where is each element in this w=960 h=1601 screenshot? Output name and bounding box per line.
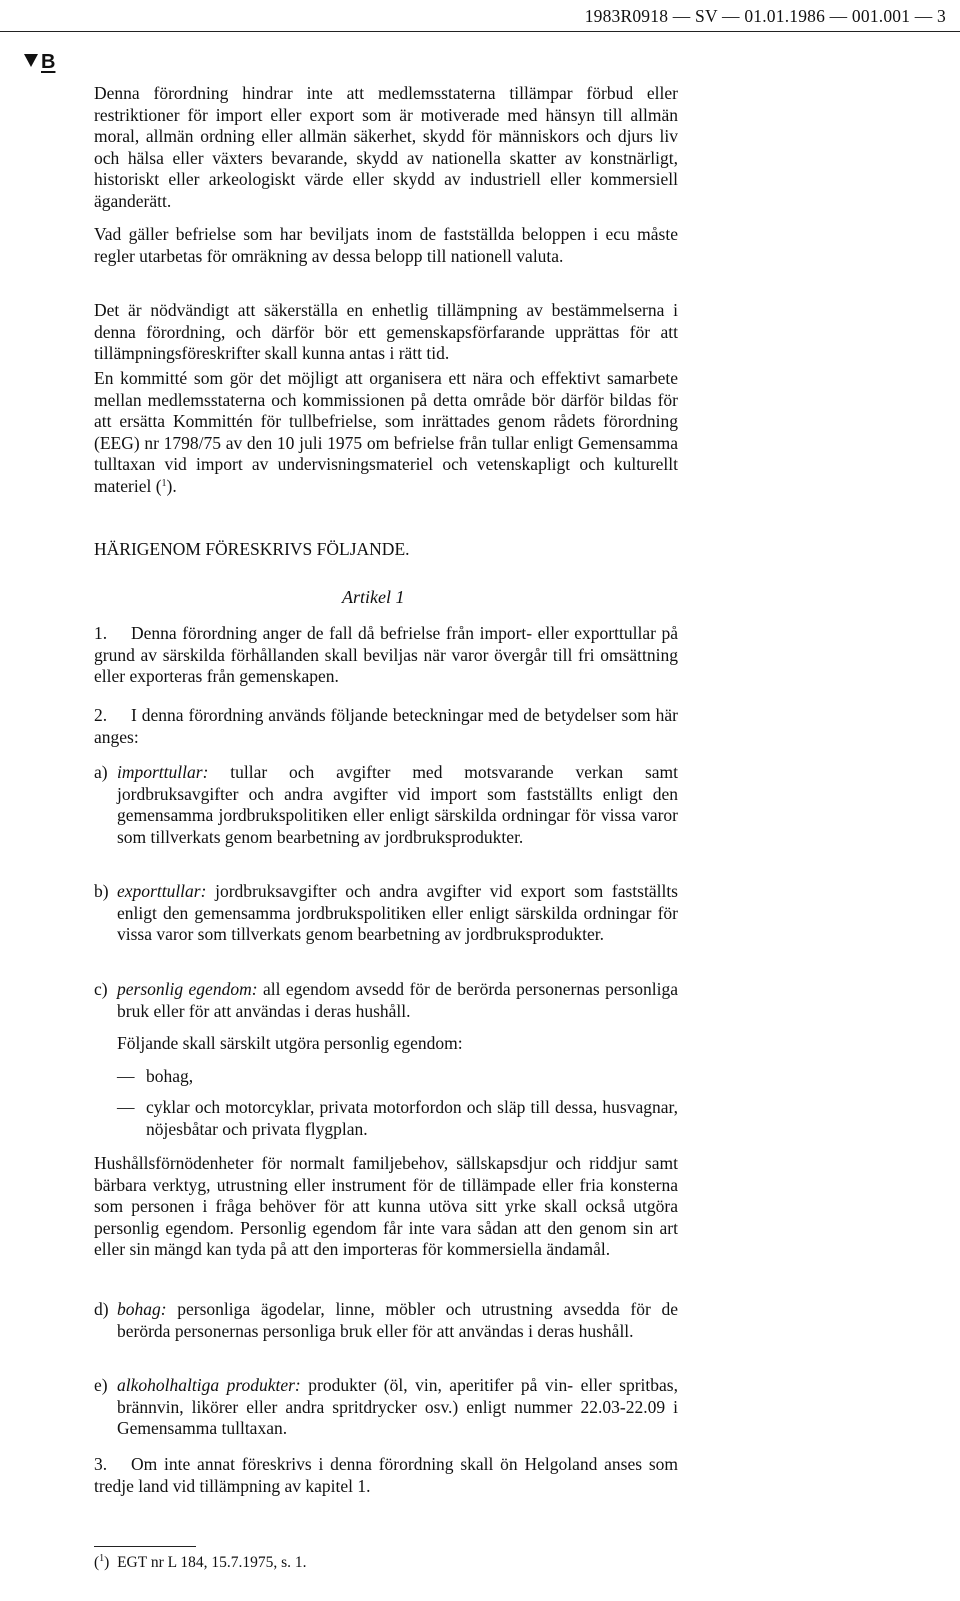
definition-item-d [94,1299,678,1342]
defined-term: importtullar: [117,762,209,782]
definition-text: produkter (öl, vin, aperitifer på vin- eller spritbas, brännvin, likörer eller andra spritdrycker osv.) enligt nummer 22.03-22.09 i Gemensamma tulltaxan. [117,1375,678,1439]
definition-item-a [94,762,678,848]
paragraph-text: Om inte annat föreskrivs i denna förordning skall ön Helgoland anses som tredje land vid tillämpning av kapitel 1. [94,1454,678,1496]
definition-text: personliga ägodelar, linne, möbler och utrustning avsedda för de berörda personernas personliga bruk eller för att användas i deras hushåll. [117,1299,678,1341]
item-label: a) [94,762,108,782]
document-reference-header: 1983R0918 — SV — 01.01.1986 — 001.001 — 3 [584,6,946,26]
definition-item-e [94,1375,678,1440]
article-paragraph-3 [94,1454,678,1497]
paragraph-number: 1. [94,623,108,643]
triangle-down-icon [24,54,38,67]
definition-item-c [94,979,678,1022]
consolidation-marker [24,51,55,73]
dash-text: cyklar och motorcyklar, privata motorfordon och släp till dessa, husvagnar, nöjesbåtar och privata flygplan. [146,1097,678,1139]
header-rule [0,31,960,32]
item-label: b) [94,881,109,901]
dash-mark: — [117,1066,135,1086]
household-text: Hushållsförnödenheter för normalt familjebehov, sällskapsdjur och riddjur samt bärbara verktyg, utrustning eller instrument för de tillämpade eller fria konsterna som personen i fråga behöver för att kunna utöva sitt yrke skall också utgöra personlig egendom. Personlig egendom får inte vara sådan att den genom sin art eller sin mängd kan tyda på att den importeras för kommersiella ändamål. [94,1153,678,1260]
enacting-formula: HÄRIGENOM FÖRESKRIVS FÖLJANDE. [94,539,410,559]
recital-1 [94,83,678,213]
marker-letter: B [41,51,56,73]
personal-property-intro: Följande skall särskilt utgöra personlig egendom: [117,1033,463,1053]
recital-end: ). [166,475,177,496]
recital-text: Vad gäller befrielse som har beviljats inom de fastställda beloppen i ecu måste regler utarbetas för omräkning av dessa belopp till nationell valuta. [94,224,678,266]
dash-text: bohag, [146,1066,194,1086]
defined-term: alkoholhaltiga produkter: [117,1375,301,1395]
defined-term: bohag: [117,1299,167,1319]
recital-body: En kommitté som gör det möjligt att organisera ett nära och effektivt samarbete mellan medlemsstaterna och kommissionen på detta område bör därför bildas för att ersätta Kommittén för tullbefrielse, som inrättades genom rådets förordning (EEG) nr 1798/75 av den 10 juli 1975 om befrielse från tullar enligt Gemensamma tulltaxan vid import av undervisningsmateriel och vetenskapligt och kulturellt materiel ( [94,368,678,496]
paragraph-text: I denna förordning används följande beteckningar med de betydelser som här anges: [94,705,678,747]
footnote-text: EGT nr L 184, 15.7.1975, s. 1. [117,1554,307,1571]
footnote-number: 1 [99,1553,105,1564]
paragraph-number: 2. [94,705,108,725]
footnote-reference: 1 [161,477,167,489]
definition-text: all egendom avsedd för de berörda personernas personliga bruk eller för att användas i deras hushåll. [117,979,678,1021]
dash-item-1 [117,1066,678,1088]
footnote-rule [94,1546,196,1547]
article-title: Artikel 1 [342,587,405,607]
item-label: e) [94,1375,108,1395]
definition-item-b [94,881,678,946]
recital-text: Denna förordning hindrar inte att medlemsstaterna tillämpar förbud eller restriktioner för import eller export som är motiverade med hänsyn till allmän moral, allmän ordning eller allmän säkerhet, skydd för människors och djurs liv och hälsa eller växters bevarande, skydd av nationella skatter av konstnärligt, historiskt eller arkeologiskt värde eller skydd av industriell eller kommersiell äganderätt. [94,83,678,211]
definition-text: jordbruksavgifter och andra avgifter vid export som fastställts enligt den gemensamma jordbrukspolitiken eller enligt särskilda ordningar för vissa varor som tillverkats genom bearbetning av jordbruksprodukter. [117,881,678,945]
paragraph-text: Denna förordning anger de fall då befrielse från import- eller exporttullar på grund av särskilda förhållanden skall beviljas när varor övergår till fri omsättning eller exporteras från gemenskapen. [94,623,678,687]
paragraph-number: 3. [94,1454,108,1474]
footnote: ($^1$) EGT nr L 184, 15.7.1975, s. 1. [94,1553,307,1571]
recital-text: Det är nödvändigt att säkerställa en enhetlig tillämpning av bestämmelserna i denna förordning, och därför bör ett gemenskapsförfarande upprättas för att tillämpningsföreskrifter skall kunna antas i rätt tid. [94,300,678,364]
dash-item-2 [117,1097,678,1140]
defined-term: personlig egendom: [117,979,258,999]
article-paragraph-2 [94,705,678,748]
item-label: c) [94,979,108,999]
article-paragraph-1 [94,623,678,688]
recital-3 [94,300,678,365]
recital-text [94,368,678,498]
definition-text: tullar och avgifter med motsvarande verkan samt jordbruksavgifter och andra avgifter vid import som fastställts enligt den gemensamma jordbrukspolitiken eller enligt särskilda ordningar för vissa varor som tillverkats genom bearbetning av jordbruksprodukter. [117,762,678,847]
household-paragraph [94,1153,678,1261]
recital-4 [94,368,678,498]
defined-term: exporttullar: [117,881,207,901]
dash-mark: — [117,1097,135,1117]
item-label: d) [94,1299,109,1319]
recital-2 [94,224,678,267]
